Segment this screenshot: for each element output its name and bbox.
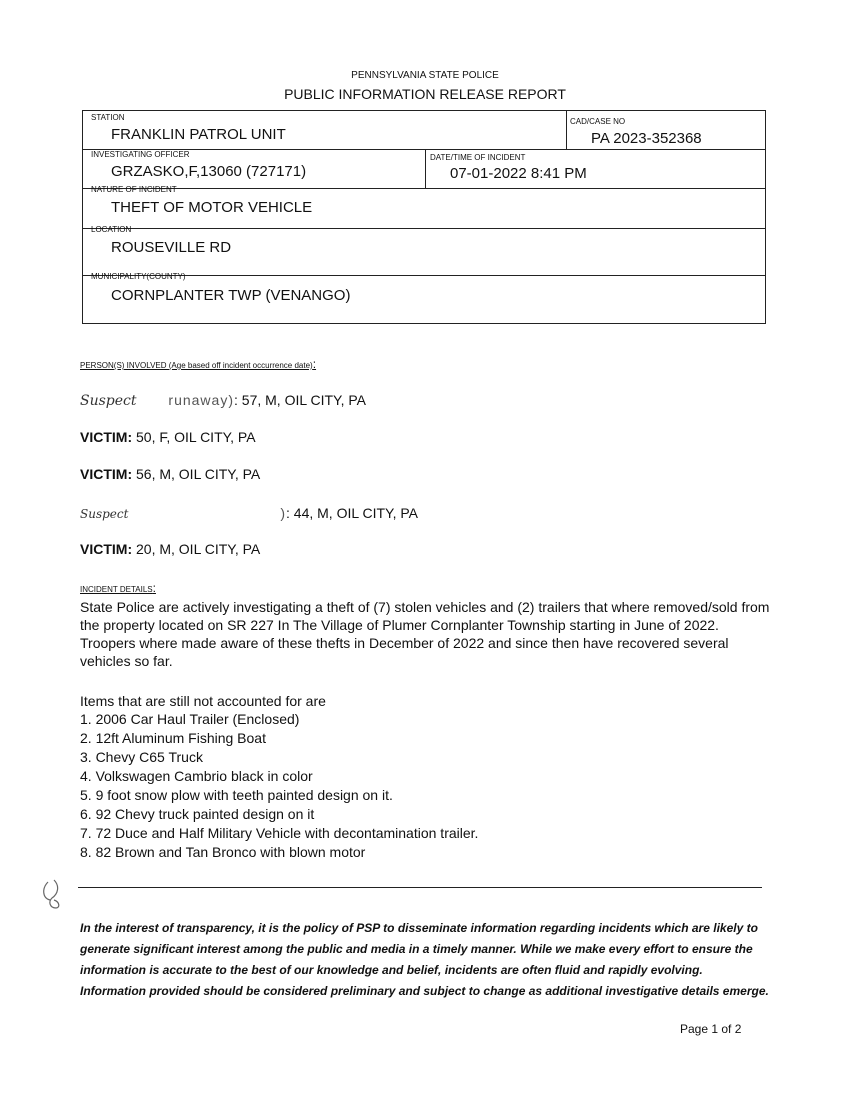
- person-role: VICTIM:: [80, 541, 133, 557]
- location-label: LOCATION: [91, 225, 132, 234]
- municipality-value: CORNPLANTER TWP (VENANGO): [111, 287, 351, 304]
- list-item: 4. Volkswagen Cambrio black in color: [80, 768, 313, 784]
- person-row: [80, 392, 366, 409]
- person-details: 56, M, OIL CITY, PA: [132, 466, 261, 482]
- station-label: STATION: [91, 113, 125, 122]
- handwritten-suspect: Suspect: [80, 507, 129, 521]
- nature-value: THEFT OF MOTOR VEHICLE: [111, 199, 313, 216]
- obscured-text: ): [280, 505, 286, 521]
- person-details: 20, M, OIL CITY, PA: [132, 541, 261, 557]
- obscured-text: runaway): [168, 392, 234, 408]
- person-row: [80, 541, 260, 557]
- case-number-label: CAD/CASE NO: [570, 117, 626, 126]
- incident-form: [82, 110, 766, 324]
- list-item: 6. 92 Chevy truck painted design on it: [80, 806, 315, 822]
- list-item: 3. Chevy C65 Truck: [80, 749, 203, 765]
- location-value: ROUSEVILLE RD: [111, 239, 232, 256]
- person-row: [80, 505, 418, 521]
- list-item: 7. 72 Duce and Half Military Vehicle with decontamination trailer.: [80, 825, 479, 841]
- handwritten-mark-icon: [40, 878, 66, 912]
- person-role: VICTIM:: [80, 466, 133, 482]
- footer-divider: [78, 887, 762, 888]
- officer-value: GRZASKO,F,13060 (727171): [111, 163, 307, 180]
- persons-involved-label: PERSON(S) INVOLVED (Age based off incident occurrence date):: [80, 357, 317, 371]
- list-item: 5. 9 foot snow plow with teeth painted design on it.: [80, 787, 393, 803]
- page-number: Page 1 of 2: [680, 1022, 742, 1036]
- person-role: VICTIM:: [80, 429, 133, 445]
- case-number-value: PA 2023-352368: [591, 130, 702, 147]
- person-details: 50, F, OIL CITY, PA: [132, 429, 256, 445]
- missing-items-list: [80, 710, 478, 862]
- list-item: 1. 2006 Car Haul Trailer (Enclosed): [80, 711, 300, 727]
- agency-name: PENNSYLVANIA STATE POLICE: [351, 70, 499, 81]
- person-row: [80, 429, 256, 445]
- officer-label: INVESTIGATING OFFICER: [91, 150, 190, 159]
- handwritten-suspect: Suspect: [80, 393, 137, 409]
- list-item: 2. 12ft Aluminum Fishing Boat: [80, 730, 266, 746]
- transparency-disclaimer: In the interest of transparency, it is the policy of PSP to disseminate information regarding incidents which are likely to generate significant interest among the public and media in a timely manner. While we make every effort to ensure the information is accurate to the best of our knowledge and belief, incidents are often fluid and rapidly evolving. Information provided should be considered preliminary and subject to change as additional investigative details emerge.: [80, 921, 769, 998]
- items-intro: Items that are still not accounted for are: [80, 693, 326, 709]
- nature-label: NATURE OF INCIDENT: [91, 185, 177, 194]
- municipality-label: MUNICIPALITY(COUNTY): [91, 272, 186, 281]
- datetime-value: 07-01-2022 8:41 PM: [450, 165, 587, 182]
- report-title: PUBLIC INFORMATION RELEASE REPORT: [284, 86, 566, 102]
- incident-details-body: State Police are actively investigating a theft of (7) stolen vehicles and (2) trailers that where removed/sold from the property located on SR 227 In The Village of Plumer Cornplanter Township starting in June of 2022. Troopers where made aware of these thefts in December of 2022 and since then have recovered several vehicles so far.: [80, 599, 770, 669]
- list-item: 8. 82 Brown and Tan Bronco with blown motor: [80, 844, 366, 860]
- person-details: : 57, M, OIL CITY, PA: [234, 392, 367, 408]
- incident-details-label: INCIDENT DETAILS:: [80, 581, 156, 595]
- person-details: : 44, M, OIL CITY, PA: [286, 505, 419, 521]
- person-row: [80, 466, 260, 482]
- datetime-label: DATE/TIME OF INCIDENT: [430, 153, 526, 162]
- station-value: FRANKLIN PATROL UNIT: [111, 126, 286, 143]
